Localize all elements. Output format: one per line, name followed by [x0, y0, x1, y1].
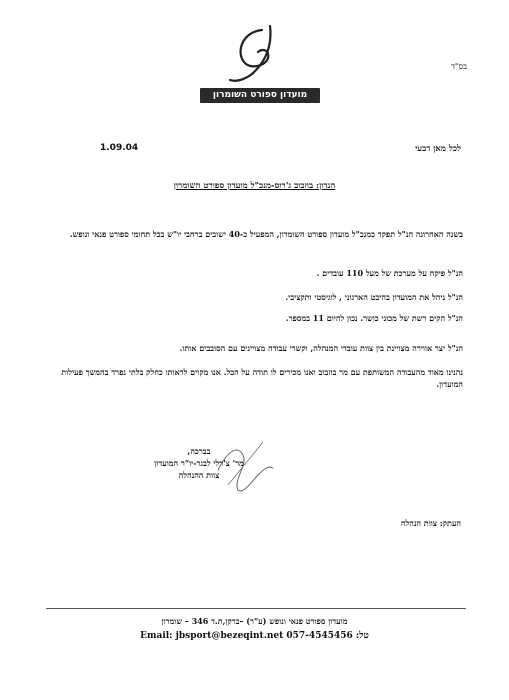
club-name-banner: מועדון ספורט השומרון	[200, 88, 320, 103]
letter-subject: הנדון: בוזבוב ג'רוס-מנכ"ל מועדון ספורט השומרון	[173, 181, 336, 191]
letter-cc: העתק: צוות הנהלה	[400, 518, 461, 528]
letter-greeting: לכל מאן דבעי	[415, 144, 461, 154]
letter-paragraph: הנ"ל יצר אווירה מצויינת בין צוות עובדי המנהלה, וקשרי עבודה מצויינים עם הסובבים אותו.	[179, 343, 463, 353]
letter-paragraph: הנ"ל הקים רשת של מכוני כושר. נכון להיום 11 במספר.	[285, 313, 463, 323]
club-logo-mark	[222, 22, 282, 86]
closing-line: מר' צ'רלי לבגר-יו"ר המועדון	[154, 458, 244, 468]
letter-paragraph: הנ"ל ניהל את המועדון בהיבט הארגוני , לוגיסטי ותקציבי.	[285, 292, 463, 302]
letter-date: 1.09.04	[100, 143, 139, 153]
closing-line: צוות ההנהלה	[178, 470, 220, 480]
letter-paragraph: בשנה האחרונה הנ"ל תפקד כמנכ"ל מועדון ספורט השומרון, המפעיל כ-40 ישובים ברחבי יו"ש בכל תחומי ספורט פנאי ונופש.	[69, 229, 463, 239]
letter-paragraph: הנ"ל פיקח על מערכת של מעל 110 עובדים .	[316, 268, 463, 278]
footer-contact: Email: jbsport@bezeqint.net 057-4545456 :טל	[140, 631, 369, 641]
footer-address: מועדון ספורט פנאי ונופש (ע"ר) –ברקן,ת.ד 346 – שומרון	[161, 616, 348, 626]
letter-closing	[119, 445, 279, 481]
footer-divider	[46, 608, 466, 609]
letter-paragraph: נהנינו מאוד מהעבודה המשותפת עם מר בוזבוב ואנו מכירים לו תודה על הכל. אנו מקוים לראותו כחלק בלתי נפרד בהמשך פעילות המועדון.	[61, 367, 463, 389]
closing-line: בברכה,	[187, 446, 211, 456]
bsd-mark: בס"ד	[451, 62, 467, 71]
